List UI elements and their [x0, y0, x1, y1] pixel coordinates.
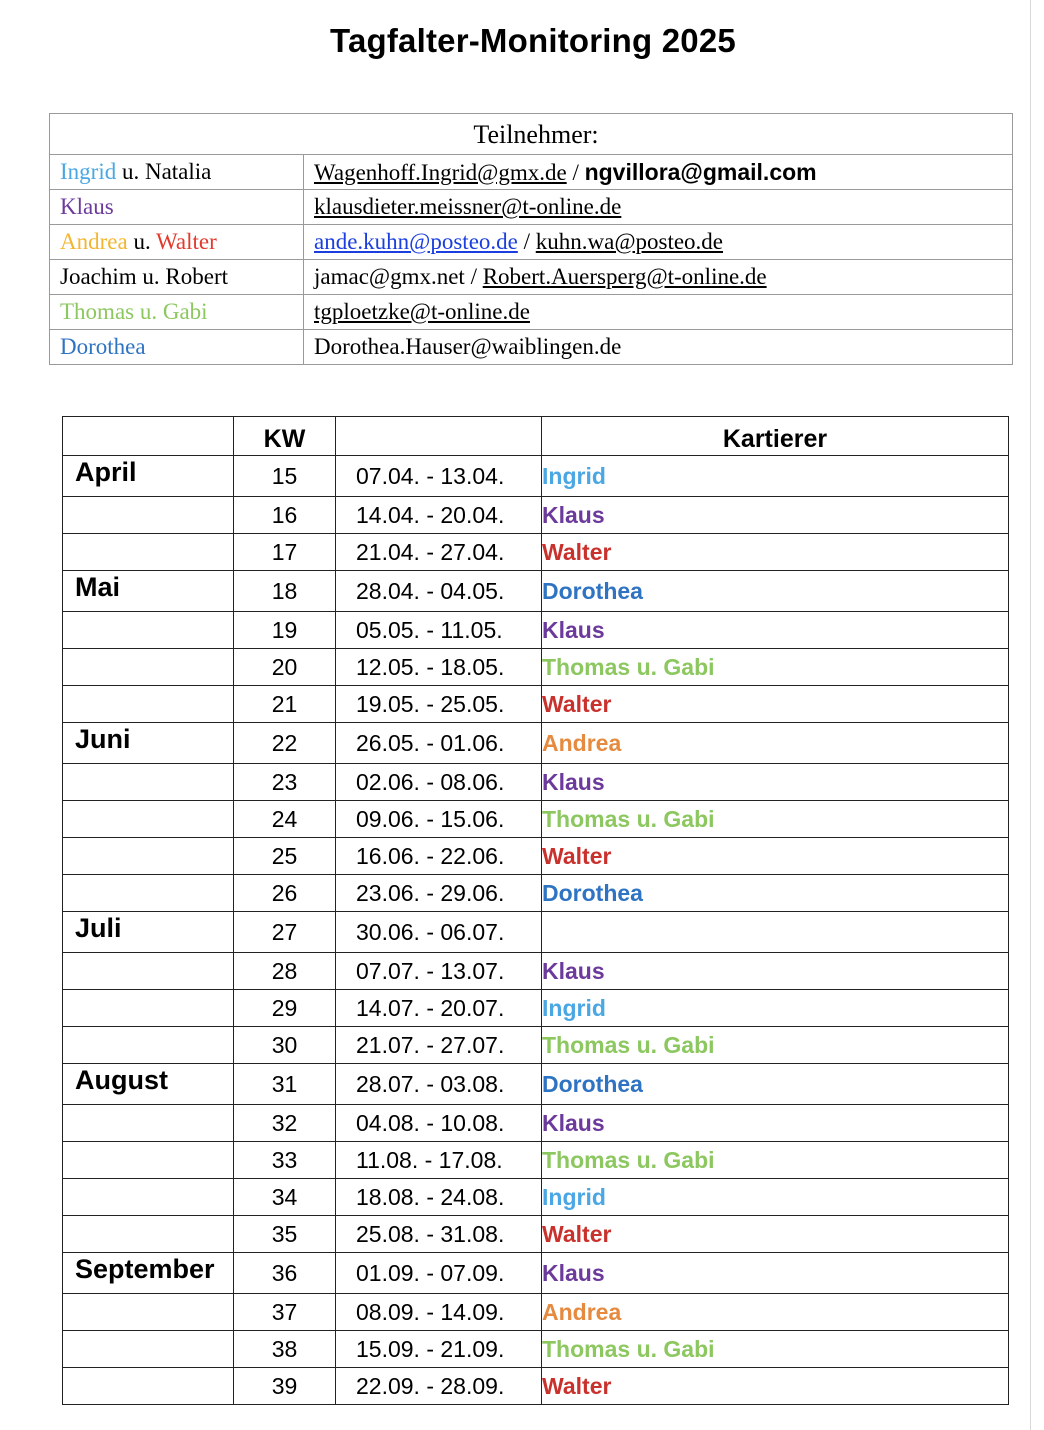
date-range-cell: 28.07. - 03.08. [336, 1064, 542, 1105]
kw-cell: 26 [234, 875, 336, 912]
date-range-cell: 22.09. - 28.09. [336, 1368, 542, 1405]
date-range-cell: 04.08. - 10.08. [336, 1105, 542, 1142]
kw-cell: 28 [234, 953, 336, 990]
date-range-cell: 07.07. - 13.07. [336, 953, 542, 990]
header-date [336, 417, 542, 456]
kw-cell: 27 [234, 912, 336, 953]
date-range-cell: 01.09. - 07.09. [336, 1253, 542, 1294]
participants-table [49, 113, 1013, 365]
email-link[interactable]: kuhn.wa@posteo.de [535, 229, 724, 254]
kw-cell: 16 [234, 497, 336, 534]
schedule-row [63, 838, 1009, 875]
kw-cell: 24 [234, 801, 336, 838]
participant-name: Klaus [60, 194, 114, 219]
kartierer-cell: Klaus [542, 612, 1009, 649]
participants-header: Teilnehmer: [50, 114, 1013, 155]
month-cell [63, 497, 234, 534]
kartierer-cell: Thomas u. Gabi [542, 649, 1009, 686]
kw-cell: 25 [234, 838, 336, 875]
month-cell [63, 764, 234, 801]
month-cell: Mai [63, 571, 234, 612]
kartierer-cell: Klaus [542, 497, 1009, 534]
kw-cell: 17 [234, 534, 336, 571]
month-cell [63, 875, 234, 912]
kw-cell: 38 [234, 1331, 336, 1368]
schedule-row [63, 612, 1009, 649]
month-cell: Juli [63, 912, 234, 953]
date-range-cell: 19.05. - 25.05. [336, 686, 542, 723]
header-month [63, 417, 234, 456]
kartierer-cell: Klaus [542, 953, 1009, 990]
kw-cell: 36 [234, 1253, 336, 1294]
kartierer-cell: Ingrid [542, 456, 1009, 497]
date-range-cell: 25.08. - 31.08. [336, 1216, 542, 1253]
participant-row [50, 190, 1013, 225]
kw-cell: 23 [234, 764, 336, 801]
kartierer-cell: Dorothea [542, 571, 1009, 612]
participant-names [50, 260, 304, 295]
kartierer-cell: Dorothea [542, 875, 1009, 912]
participant-emails [304, 190, 1013, 225]
participant-row [50, 155, 1013, 190]
schedule-row [63, 571, 1009, 612]
kw-cell: 31 [234, 1064, 336, 1105]
page-title: Tagfalter-Monitoring 2025 [330, 22, 736, 59]
schedule-row [63, 764, 1009, 801]
schedule-row [63, 1368, 1009, 1405]
date-range-cell: 23.06. - 29.06. [336, 875, 542, 912]
kw-cell: 34 [234, 1179, 336, 1216]
kartierer-cell: Walter [542, 534, 1009, 571]
date-range-cell: 26.05. - 01.06. [336, 723, 542, 764]
month-cell [63, 990, 234, 1027]
date-range-cell: 21.04. - 27.04. [336, 534, 542, 571]
kartierer-cell: Thomas u. Gabi [542, 801, 1009, 838]
date-range-cell: 05.05. - 11.05. [336, 612, 542, 649]
kw-cell: 22 [234, 723, 336, 764]
participant-name: u. Natalia [116, 159, 212, 184]
email-text: jamac@gmx.net [314, 264, 465, 289]
month-cell [63, 534, 234, 571]
schedule-row [63, 1105, 1009, 1142]
schedule-row [63, 1064, 1009, 1105]
kw-cell: 37 [234, 1294, 336, 1331]
kw-cell: 15 [234, 456, 336, 497]
participant-row [50, 260, 1013, 295]
schedule-row [63, 1027, 1009, 1064]
schedule-row [63, 1142, 1009, 1179]
email-text: ngvillora@gmail.com [584, 158, 817, 185]
email-text: Dorothea.Hauser@waiblingen.de [314, 334, 622, 359]
month-cell: April [63, 456, 234, 497]
kw-cell: 19 [234, 612, 336, 649]
email-separator: / [464, 264, 483, 289]
participant-emails [304, 330, 1013, 365]
email-separator: / [517, 229, 536, 254]
schedule-row [63, 912, 1009, 953]
page-edge [1030, 0, 1031, 1430]
kartierer-cell: Walter [542, 838, 1009, 875]
kartierer-cell: Walter [542, 686, 1009, 723]
participant-names [50, 295, 304, 330]
month-cell [63, 1027, 234, 1064]
month-cell [63, 801, 234, 838]
email-separator: / [566, 159, 585, 185]
schedule-row [63, 456, 1009, 497]
email-link[interactable]: klausdieter.meissner@t-online.de [314, 194, 622, 219]
month-cell: August [63, 1064, 234, 1105]
month-cell [63, 1331, 234, 1368]
month-cell [63, 1179, 234, 1216]
kartierer-cell [542, 912, 1009, 953]
schedule-row [63, 990, 1009, 1027]
month-cell [63, 1142, 234, 1179]
kw-cell: 35 [234, 1216, 336, 1253]
participant-row [50, 225, 1013, 260]
kw-cell: 30 [234, 1027, 336, 1064]
email-link[interactable]: tgploetzke@t-online.de [314, 299, 530, 324]
schedule-row [63, 1331, 1009, 1368]
date-range-cell: 02.06. - 08.06. [336, 764, 542, 801]
participant-emails [304, 155, 1013, 190]
header-kartierer: Kartierer [542, 417, 1009, 456]
month-cell [63, 612, 234, 649]
participant-emails [304, 295, 1013, 330]
date-range-cell: 08.09. - 14.09. [336, 1294, 542, 1331]
date-range-cell: 14.04. - 20.04. [336, 497, 542, 534]
participant-name: Thomas u. Gabi [60, 299, 208, 324]
participant-names [50, 330, 304, 365]
kw-cell: 32 [234, 1105, 336, 1142]
kartierer-cell: Klaus [542, 764, 1009, 801]
kartierer-cell: Klaus [542, 1105, 1009, 1142]
email-link[interactable]: Robert.Auersperg@t-online.de [482, 264, 767, 289]
kartierer-cell: Walter [542, 1368, 1009, 1405]
schedule-row [63, 1294, 1009, 1331]
kartierer-cell: Klaus [542, 1253, 1009, 1294]
schedule-row [63, 534, 1009, 571]
kartierer-cell: Walter [542, 1216, 1009, 1253]
participant-row [50, 330, 1013, 365]
date-range-cell: 18.08. - 24.08. [336, 1179, 542, 1216]
schedule-row [63, 1253, 1009, 1294]
kw-cell: 20 [234, 649, 336, 686]
date-range-cell: 12.05. - 18.05. [336, 649, 542, 686]
participant-names [50, 190, 304, 225]
kw-cell: 21 [234, 686, 336, 723]
participant-emails [304, 260, 1013, 295]
participant-name: Walter [156, 229, 217, 254]
kartierer-cell: Thomas u. Gabi [542, 1027, 1009, 1064]
month-cell [63, 1368, 234, 1405]
kw-cell: 39 [234, 1368, 336, 1405]
month-cell [63, 686, 234, 723]
date-range-cell: 14.07. - 20.07. [336, 990, 542, 1027]
month-cell [63, 1105, 234, 1142]
schedule-table [62, 416, 1009, 1405]
participant-name: Andrea [60, 229, 128, 254]
kartierer-cell: Andrea [542, 723, 1009, 764]
date-range-cell: 28.04. - 04.05. [336, 571, 542, 612]
participant-row [50, 295, 1013, 330]
date-range-cell: 09.06. - 15.06. [336, 801, 542, 838]
date-range-cell: 21.07. - 27.07. [336, 1027, 542, 1064]
kartierer-cell: Ingrid [542, 1179, 1009, 1216]
participant-names [50, 155, 304, 190]
month-cell [63, 1216, 234, 1253]
schedule-header-row [63, 417, 1009, 456]
kw-cell: 33 [234, 1142, 336, 1179]
month-cell [63, 649, 234, 686]
month-cell: Juni [63, 723, 234, 764]
date-range-cell: 30.06. - 06.07. [336, 912, 542, 953]
month-cell: September [63, 1253, 234, 1294]
schedule-row [63, 875, 1009, 912]
participant-emails [304, 225, 1013, 260]
month-cell [63, 838, 234, 875]
participant-name: u. [127, 229, 157, 254]
date-range-cell: 11.08. - 17.08. [336, 1142, 542, 1179]
schedule-row [63, 1179, 1009, 1216]
header-kw: KW [234, 417, 336, 456]
date-range-cell: 07.04. - 13.04. [336, 456, 542, 497]
participant-name: Joachim u. Robert [60, 264, 228, 289]
kartierer-cell: Ingrid [542, 990, 1009, 1027]
schedule-row [63, 497, 1009, 534]
month-cell [63, 953, 234, 990]
participant-names [50, 225, 304, 260]
participant-name: Dorothea [60, 334, 146, 359]
email-link[interactable]: Wagenhoff.Ingrid@gmx.de [314, 159, 567, 185]
month-cell [63, 1294, 234, 1331]
kartierer-cell: Dorothea [542, 1064, 1009, 1105]
kw-cell: 18 [234, 571, 336, 612]
schedule-row [63, 649, 1009, 686]
date-range-cell: 15.09. - 21.09. [336, 1331, 542, 1368]
email-link[interactable]: ande.kuhn@posteo.de [314, 229, 518, 254]
kartierer-cell: Thomas u. Gabi [542, 1142, 1009, 1179]
kartierer-cell: Thomas u. Gabi [542, 1331, 1009, 1368]
schedule-row [63, 953, 1009, 990]
kw-cell: 29 [234, 990, 336, 1027]
schedule-row [63, 801, 1009, 838]
date-range-cell: 16.06. - 22.06. [336, 838, 542, 875]
schedule-row [63, 686, 1009, 723]
participant-name: Ingrid [60, 159, 117, 184]
kartierer-cell: Andrea [542, 1294, 1009, 1331]
schedule-row [63, 723, 1009, 764]
schedule-row [63, 1216, 1009, 1253]
